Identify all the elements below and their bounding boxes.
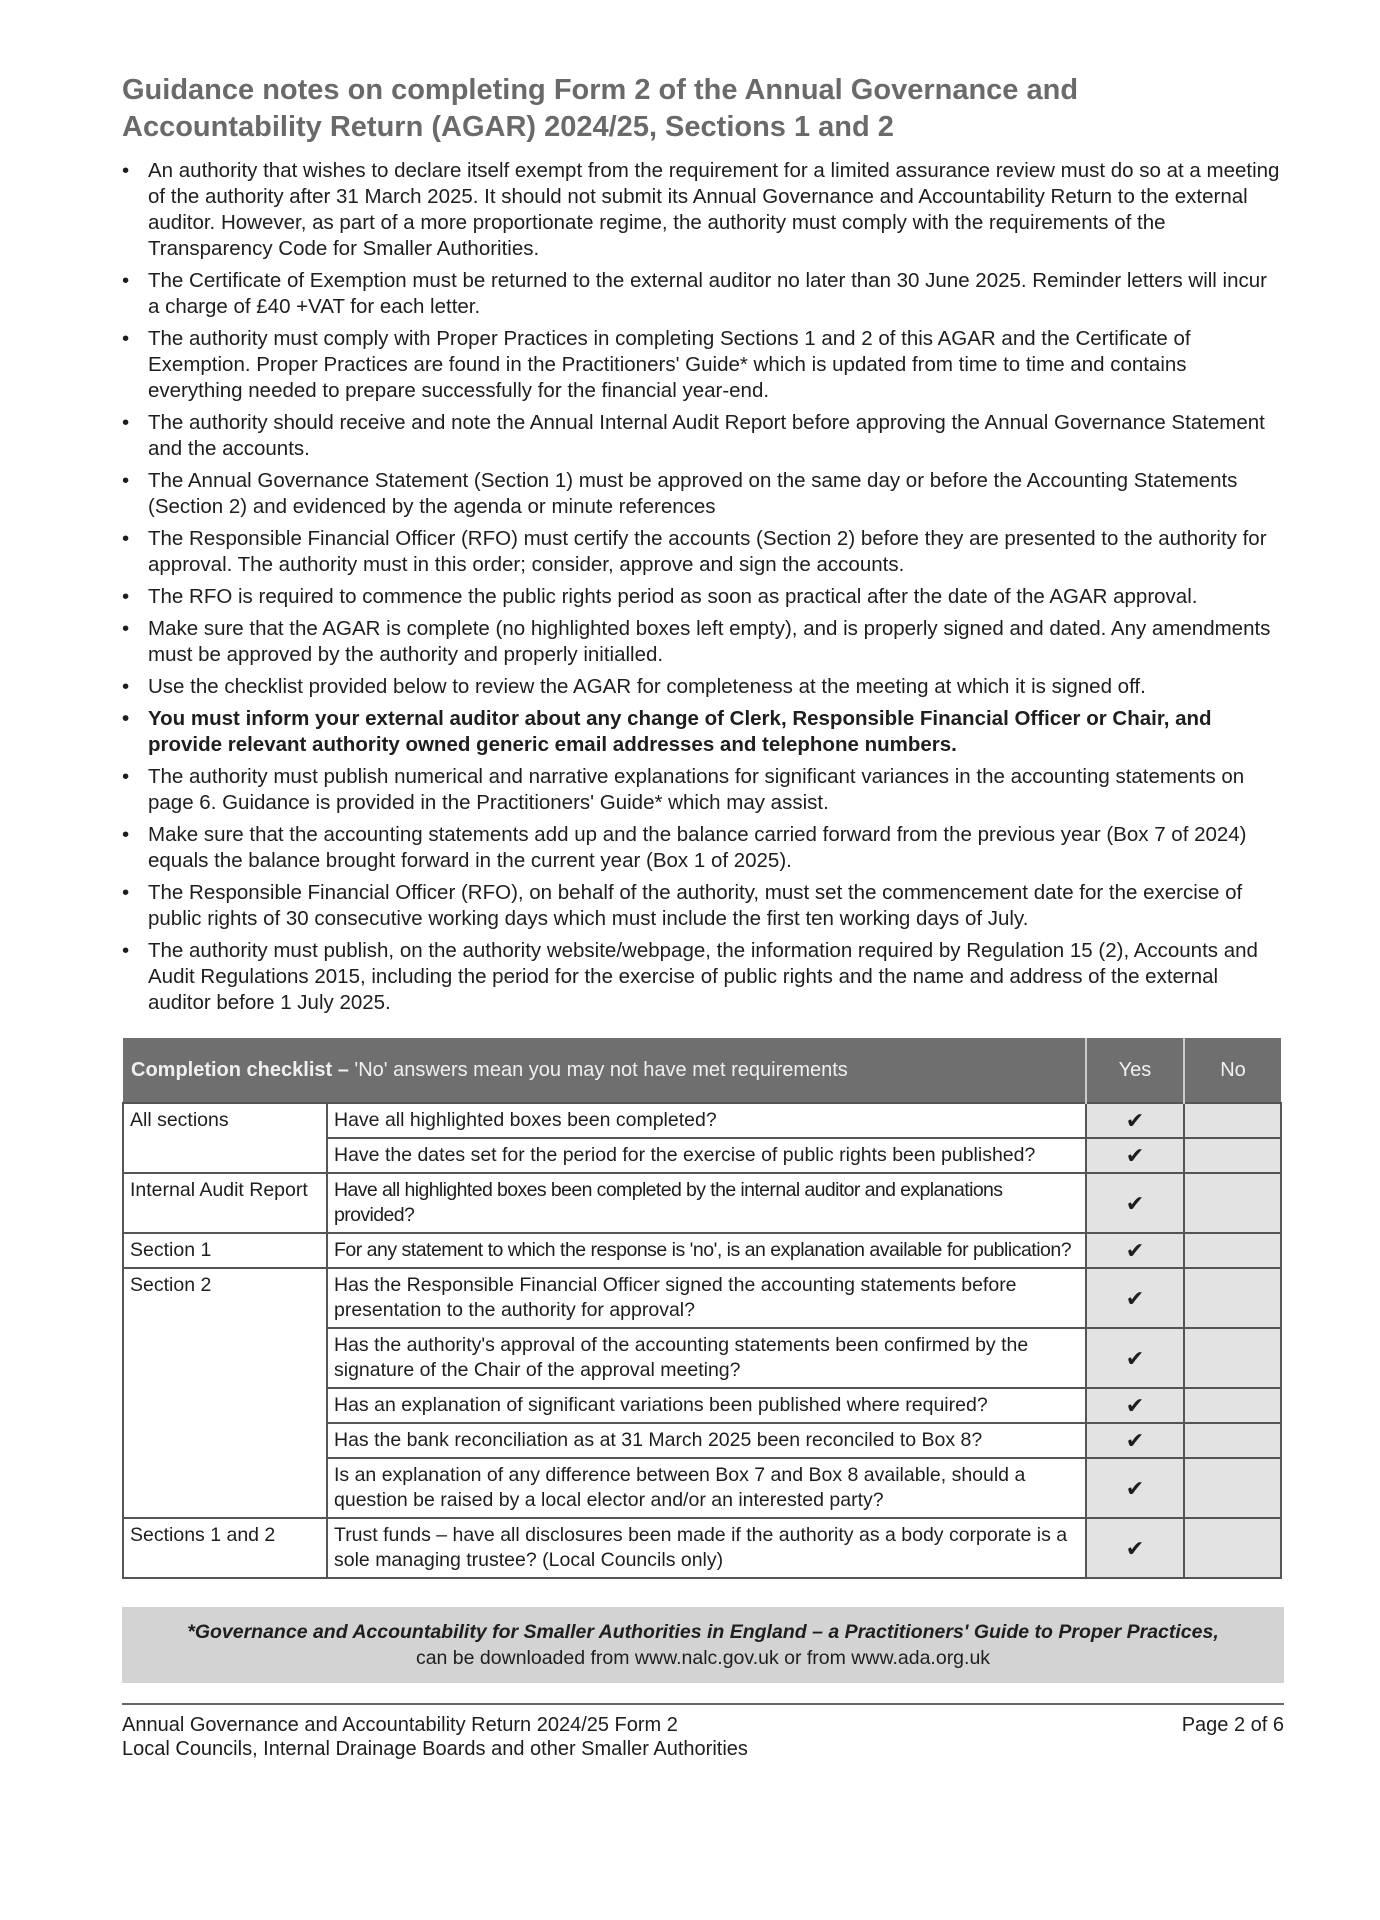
table-row <box>123 1233 1281 1268</box>
bullet-icon: • <box>122 469 130 492</box>
guidance-page <box>122 72 1284 1761</box>
title-line-1: Guidance notes on completing Form 2 of the Annual Governance and <box>122 74 1079 106</box>
no-checkbox[interactable] <box>1184 1388 1281 1423</box>
question: Have all highlighted boxes been completed? <box>327 1103 1086 1138</box>
section-label: Sections 1 and 2 <box>123 1518 327 1578</box>
no-checkbox[interactable] <box>1184 1518 1281 1578</box>
yes-checkbox[interactable] <box>1086 1173 1184 1233</box>
note-item: • Make sure that the AGAR is complete (no highlighted boxes left empty), and is properly signed and dated. Any amendments must be approved by the authority and properly initialled. <box>122 617 1271 666</box>
question: Have the dates set for the period for the exercise of public rights been published? <box>327 1138 1086 1173</box>
yes-checkbox[interactable] <box>1086 1388 1184 1423</box>
yes-checkbox[interactable] <box>1086 1233 1184 1268</box>
note-item: • The authority must publish, on the authority website/webpage, the information required by Regulation 15 (2), Accounts and Audit Regulations 2015, including the period for the exercise of public rights and the name and address of the external auditor before 1 July 2025. <box>122 939 1258 1014</box>
question: Has an explanation of significant variations been published where required? <box>327 1388 1086 1423</box>
no-checkbox[interactable] <box>1184 1423 1281 1458</box>
question: Is an explanation of any difference between Box 7 and Box 8 available, should a question be raised by a local elector and/or an interested party? <box>327 1458 1086 1518</box>
table-row <box>123 1518 1281 1578</box>
bullet-icon: • <box>122 939 130 962</box>
table-row <box>123 1268 1281 1328</box>
bullet-icon: • <box>122 327 130 350</box>
yes-checkbox[interactable] <box>1086 1138 1184 1173</box>
bullet-icon: • <box>122 585 130 608</box>
check-icon: ✔ <box>1125 1428 1145 1453</box>
yes-checkbox[interactable] <box>1086 1518 1184 1578</box>
page-footer <box>122 1703 1284 1761</box>
bullet-icon: • <box>122 675 130 698</box>
title-line-2: Accountability Return (AGAR) 2024/25, Sections 1 and 2 <box>122 111 894 143</box>
section-label: Internal Audit Report <box>123 1173 327 1233</box>
page-title <box>122 72 1284 146</box>
bullet-icon: • <box>122 527 130 550</box>
bullet-icon: • <box>122 411 130 434</box>
table-row <box>123 1103 1281 1138</box>
note-item: • Make sure that the accounting statements add up and the balance carried forward from the previous year (Box 7 of 2024) equals the balance brought forward in the current year (Box 1 of 2025). <box>122 823 1247 872</box>
no-column-header: No <box>1184 1038 1281 1103</box>
yes-checkbox[interactable] <box>1086 1103 1184 1138</box>
question: For any statement to which the response is 'no', is an explanation available for publication? <box>327 1233 1086 1268</box>
section-label: Section 1 <box>123 1233 327 1268</box>
check-icon: ✔ <box>1125 1108 1145 1133</box>
yes-checkbox[interactable] <box>1086 1268 1184 1328</box>
bullet-icon: • <box>122 617 130 640</box>
note-item: • The Responsible Financial Officer (RFO), on behalf of the authority, must set the commencement date for the exercise of public rights of 30 consecutive working days which must include the first ten working days of July. <box>122 881 1243 930</box>
yes-column-header: Yes <box>1086 1038 1184 1103</box>
check-icon: ✔ <box>1125 1393 1145 1418</box>
note-item: • You must inform your external auditor about any change of Clerk, Responsible Financial Officer or Chair, and provide relevant authority owned generic email addresses and telephone numbers. <box>122 707 1212 756</box>
check-icon: ✔ <box>1125 1285 1145 1311</box>
note-item: • The Annual Governance Statement (Section 1) must be approved on the same day or before the Accounting Statements (Section 2) and evidenced by the agenda or minute references <box>122 469 1238 518</box>
completion-checklist <box>122 1038 1282 1579</box>
footer-authorities: Local Councils, Internal Drainage Boards and other Smaller Authorities <box>122 1738 748 1760</box>
check-icon: ✔ <box>1125 1345 1145 1371</box>
note-item: • The authority should receive and note the Annual Internal Audit Report before approving the Annual Governance Statement and the accounts. <box>122 411 1265 460</box>
note-item: • The RFO is required to commence the public rights period as soon as practical after the date of the AGAR approval. <box>122 585 1198 608</box>
check-icon: ✔ <box>1125 1238 1145 1263</box>
checklist-header <box>123 1038 1281 1103</box>
no-checkbox[interactable] <box>1184 1138 1281 1173</box>
table-row <box>123 1173 1281 1233</box>
question: Has the bank reconciliation as at 31 March 2025 been reconciled to Box 8? <box>327 1423 1086 1458</box>
check-icon: ✔ <box>1125 1190 1145 1216</box>
no-checkbox[interactable] <box>1184 1233 1281 1268</box>
check-icon: ✔ <box>1125 1535 1145 1561</box>
yes-checkbox[interactable] <box>1086 1328 1184 1388</box>
check-icon: ✔ <box>1125 1143 1145 1168</box>
note-item: • The authority must comply with Proper Practices in completing Sections 1 and 2 of this AGAR and the Certificate of Exemption. Proper Practices are found in the Practitioners' Guide* which is updated from time to time and contains everything needed to prepare successfully for the financial year-end. <box>122 327 1191 402</box>
no-checkbox[interactable] <box>1184 1173 1281 1233</box>
bullet-icon: • <box>122 159 130 182</box>
note-item: • Use the checklist provided below to review the AGAR for completeness at the meeting at which it is signed off. <box>122 675 1146 698</box>
no-checkbox[interactable] <box>1184 1328 1281 1388</box>
yes-checkbox[interactable] <box>1086 1458 1184 1518</box>
question: Have all highlighted boxes been completed by the internal auditor and explanations provided? <box>327 1173 1086 1233</box>
no-checkbox[interactable] <box>1184 1103 1281 1138</box>
bullet-icon: • <box>122 881 130 904</box>
check-icon: ✔ <box>1125 1475 1145 1501</box>
question: Trust funds – have all disclosures been made if the authority as a body corporate is a sole managing trustee? (Local Councils only) <box>327 1518 1086 1578</box>
guidance-notes-list <box>122 158 1284 1016</box>
note-item: • The Responsible Financial Officer (RFO) must certify the accounts (Section 2) before they are presented to the authority for approval. The authority must in this order; consider, approve and sign the accounts. <box>122 527 1267 576</box>
section-label: All sections <box>123 1103 327 1173</box>
footnote-download-text: can be downloaded from www.nalc.gov.uk or from www.ada.org.uk <box>415 1647 991 1669</box>
practitioners-guide-footnote <box>122 1607 1284 1683</box>
note-item: • The Certificate of Exemption must be returned to the external auditor no later than 30 June 2025. Reminder letters will incur a charge of £40 +VAT for each letter. <box>122 269 1267 318</box>
yes-checkbox[interactable] <box>1086 1423 1184 1458</box>
section-label: Section 2 <box>123 1268 327 1518</box>
note-item: • The authority must publish numerical and narrative explanations for significant variances in the accounting statements on page 6. Guidance is provided in the Practitioners' Guide* which may assist. <box>122 765 1245 814</box>
no-checkbox[interactable] <box>1184 1268 1281 1328</box>
bullet-icon: • <box>122 765 130 788</box>
bullet-icon: • <box>122 269 130 292</box>
question: Has the Responsible Financial Officer signed the accounting statements before presentation to the authority for approval? <box>327 1268 1086 1328</box>
bullet-icon: • <box>122 707 130 730</box>
page-number: Page 2 of 6 <box>1181 1714 1284 1736</box>
footer-form-name: Annual Governance and Accountability Return 2024/25 Form 2 <box>122 1714 678 1736</box>
bullet-icon: • <box>122 823 130 846</box>
question: Has the authority's approval of the accounting statements been confirmed by the signature of the Chair of the approval meeting? <box>327 1328 1086 1388</box>
checklist-title: Completion checklist – 'No' answers mean you may not have met requirements <box>123 1038 1086 1103</box>
no-checkbox[interactable] <box>1184 1458 1281 1518</box>
note-item: • An authority that wishes to declare itself exempt from the requirement for a limited assurance review must do so at a meeting of the authority after 31 March 2025. It should not submit its Annual Governance and Accountability Return to the external auditor. However, as part of a more proportionate regime, the authority must comply with the requirements of the Transparency Code for Smaller Authorities. <box>122 159 1280 260</box>
footnote-title: *Governance and Accountability for Smaller Authorities in England – a Practitioners' Guide to Proper Practices, <box>187 1621 1219 1643</box>
